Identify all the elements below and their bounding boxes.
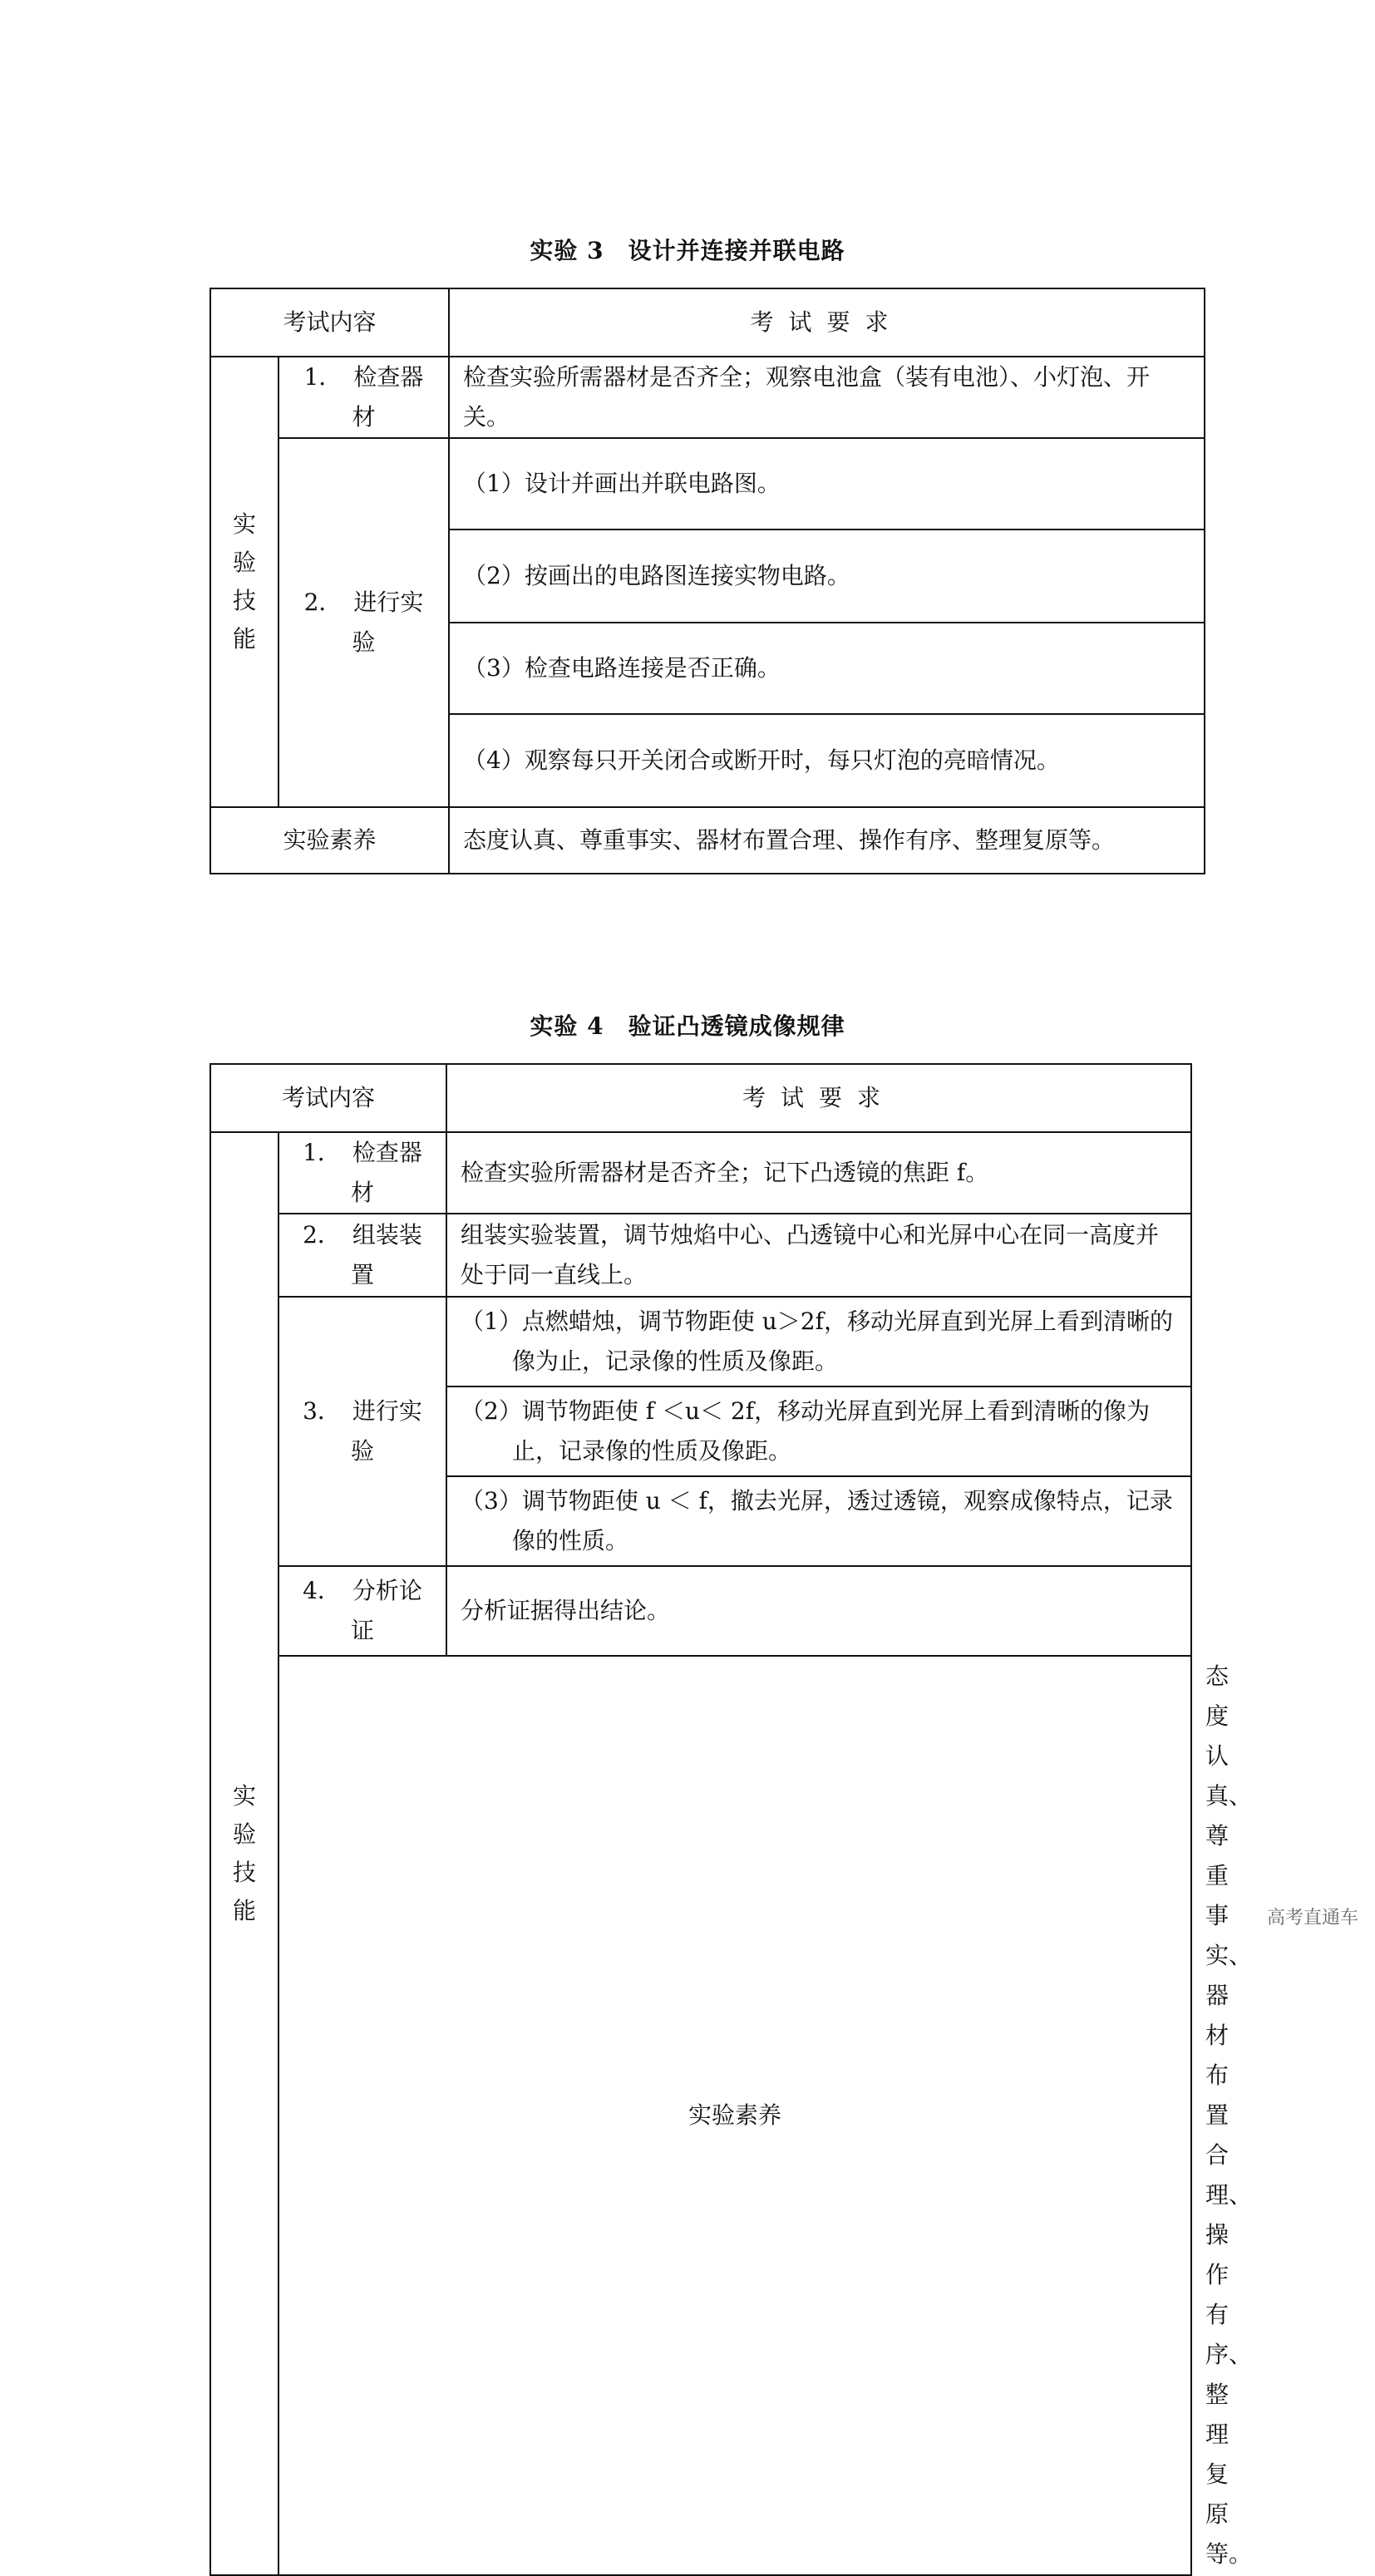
step-text: （4）观察每只开关闭合或断开时，每只灯泡的亮暗情况。 — [449, 714, 1205, 807]
experiment-3-title: 实验 3 设计并连接并联电路 — [530, 237, 845, 264]
item-conduct-experiment — [278, 1297, 446, 1566]
experiment-4-title: 实验 4 验证凸透镜成像规律 — [530, 1012, 845, 1040]
header-exam-requirements: 考试要求 — [446, 1064, 1191, 1132]
requirement-text: 分析证据得出结论。 — [446, 1566, 1191, 1656]
step-text: （2）按画出的电路图连接实物电路。 — [449, 529, 1205, 623]
item-analysis — [278, 1566, 446, 1656]
table-header-row — [210, 1064, 1191, 1132]
skill-char: 技 — [232, 1859, 256, 1886]
literacy-label: 实验素养 — [278, 1656, 1191, 2575]
table-row — [210, 357, 1205, 438]
item-assemble-apparatus — [278, 1214, 446, 1297]
table-row — [210, 1566, 1191, 1656]
skill-char: 实 — [232, 1782, 256, 1810]
skill-char: 能 — [232, 1897, 256, 1924]
item-number: 2． — [303, 1221, 341, 1249]
skill-char: 技 — [232, 587, 256, 614]
item-label: 组装装置 — [351, 1221, 422, 1288]
item-check-equipment — [278, 357, 449, 438]
requirement-text: 态度认真、尊重事实、器材布置合理、操作有序、整理复原等。 — [449, 807, 1205, 874]
experiment-4-table — [209, 1063, 1253, 2576]
skill-category-label — [210, 1132, 278, 2575]
table-row — [210, 1214, 1191, 1297]
item-number: 1． — [303, 363, 343, 391]
item-label: 进行实验 — [351, 1397, 422, 1465]
table-header-row — [210, 288, 1205, 357]
header-exam-content: 考试内容 — [210, 288, 449, 357]
skill-char: 能 — [232, 625, 256, 653]
literacy-label: 实验素养 — [210, 807, 449, 874]
skill-char: 验 — [232, 1820, 256, 1848]
step-text: （1）点燃蜡烛，调节物距使 u＞2f，移动光屏直到光屏上看到清晰的像为止，记录像的性质及像距。 — [446, 1297, 1191, 1387]
table-row — [210, 807, 1205, 874]
skill-char: 实 — [232, 510, 256, 538]
watermark: 高考直通车 — [1266, 1908, 1358, 1928]
header-exam-content: 考试内容 — [210, 1064, 446, 1132]
table-row — [210, 1297, 1191, 1387]
item-label: 进行实验 — [352, 589, 424, 656]
item-number: 4． — [303, 1577, 341, 1604]
skill-category-label — [210, 357, 278, 807]
step-text: （2）调节物距使 f ＜u＜ 2f，移动光屏直到光屏上看到清晰的像为止，记录像的性质及像距。 — [446, 1387, 1191, 1476]
step-text: （1）设计并画出并联电路图。 — [449, 438, 1205, 529]
step-text: （3）调节物距使 u ＜ f，撤去光屏，透过透镜，观察成像特点，记录像的性质。 — [446, 1476, 1191, 1566]
skill-char: 验 — [232, 549, 256, 576]
step-text: （3）检查电路连接是否正确。 — [449, 623, 1205, 714]
item-check-equipment — [278, 1132, 446, 1214]
item-number: 3． — [303, 1397, 341, 1425]
table-row — [210, 438, 1205, 529]
table-row: 实验素养 态度认真、尊重事实、器材布置合理、操作有序、整理复原等。 — [210, 1656, 1191, 2575]
item-label: 检查器材 — [352, 363, 424, 431]
requirement-text: 检查实验所需器材是否齐全；观察电池盒（装有电池）、小灯泡、开关。 — [449, 357, 1205, 438]
requirement-text: 检查实验所需器材是否齐全；记下凸透镜的焦距 f。 — [446, 1132, 1191, 1214]
experiment-3-table — [209, 288, 1205, 874]
item-label: 分析论证 — [351, 1577, 422, 1644]
header-exam-requirements: 考试要求 — [449, 288, 1205, 357]
table-row — [210, 1132, 1191, 1214]
requirement-text: 组装实验装置，调节烛焰中心、凸透镜中心和光屏中心在同一高度并处于同一直线上。 — [446, 1214, 1191, 1297]
item-label: 检查器材 — [351, 1139, 422, 1206]
item-number: 1． — [303, 1139, 341, 1166]
item-number: 2． — [303, 589, 343, 616]
item-conduct-experiment — [278, 438, 449, 807]
